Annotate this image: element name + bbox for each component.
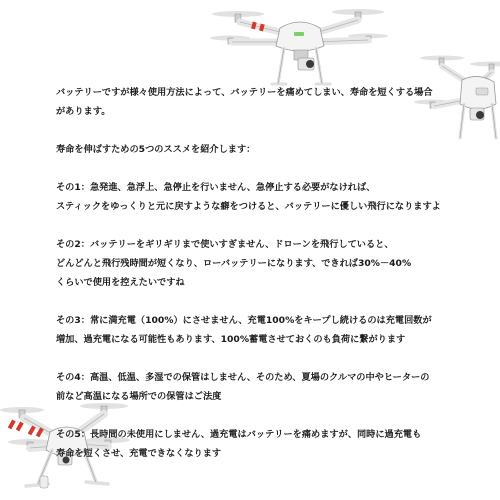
tip-5-line: その5：長時間の未使用にしません、過充電はバッテリーを痛めますが、同時に過充電も bbox=[56, 429, 422, 440]
tip-1-line: スティックをゆっくりと元に戻すような癖をつけると、バッテリーに優しい飛行になりますよ bbox=[56, 201, 441, 212]
article-body bbox=[56, 83, 466, 463]
intro-line: があります。 bbox=[56, 106, 111, 117]
drone-top-image bbox=[208, 2, 388, 90]
tip-5-line: 寿命を短くさせ、充電できなくなります bbox=[56, 448, 222, 459]
tip-3-line: その3：常に満充電（100%）にさせません、充電100%をキープし続けるのは充電回数が bbox=[56, 315, 432, 326]
tip-2-line: くらいで使用を控えたいですね bbox=[56, 277, 185, 288]
tip-1-line: その1：急発進、急浮上、急停止を行いません、急停止する必要がなければ、 bbox=[56, 182, 376, 193]
tip-4-line: その4：高温、低温、多湿での保管はしません、そのため、夏場のクルマの中やヒーターの bbox=[56, 372, 430, 383]
tip-4-line: 前など高温になる場所での保管はご法度 bbox=[56, 391, 222, 402]
tip-2-line: どんどんと飛行残時間が短くなり、ローバッテリーになります、できれば30%－40% bbox=[56, 258, 412, 269]
intro-line: バッテリーですが様々使用方法によって、バッテリーを痛めてしまい、寿命を短くする場合 bbox=[56, 87, 433, 98]
tip-3-line: 増加、過充電になる可能性もあります、100%蓄電させておくのも負荷に繋がります bbox=[56, 334, 406, 345]
tip-2-line: その2：バッテリーをギリギリまで使いすぎません、ドローンを飛行していると、 bbox=[56, 239, 394, 250]
section-heading: 寿命を伸ばすための5つのススメを紹介します： bbox=[56, 144, 256, 155]
quadcopter-drone-icon bbox=[208, 2, 388, 90]
